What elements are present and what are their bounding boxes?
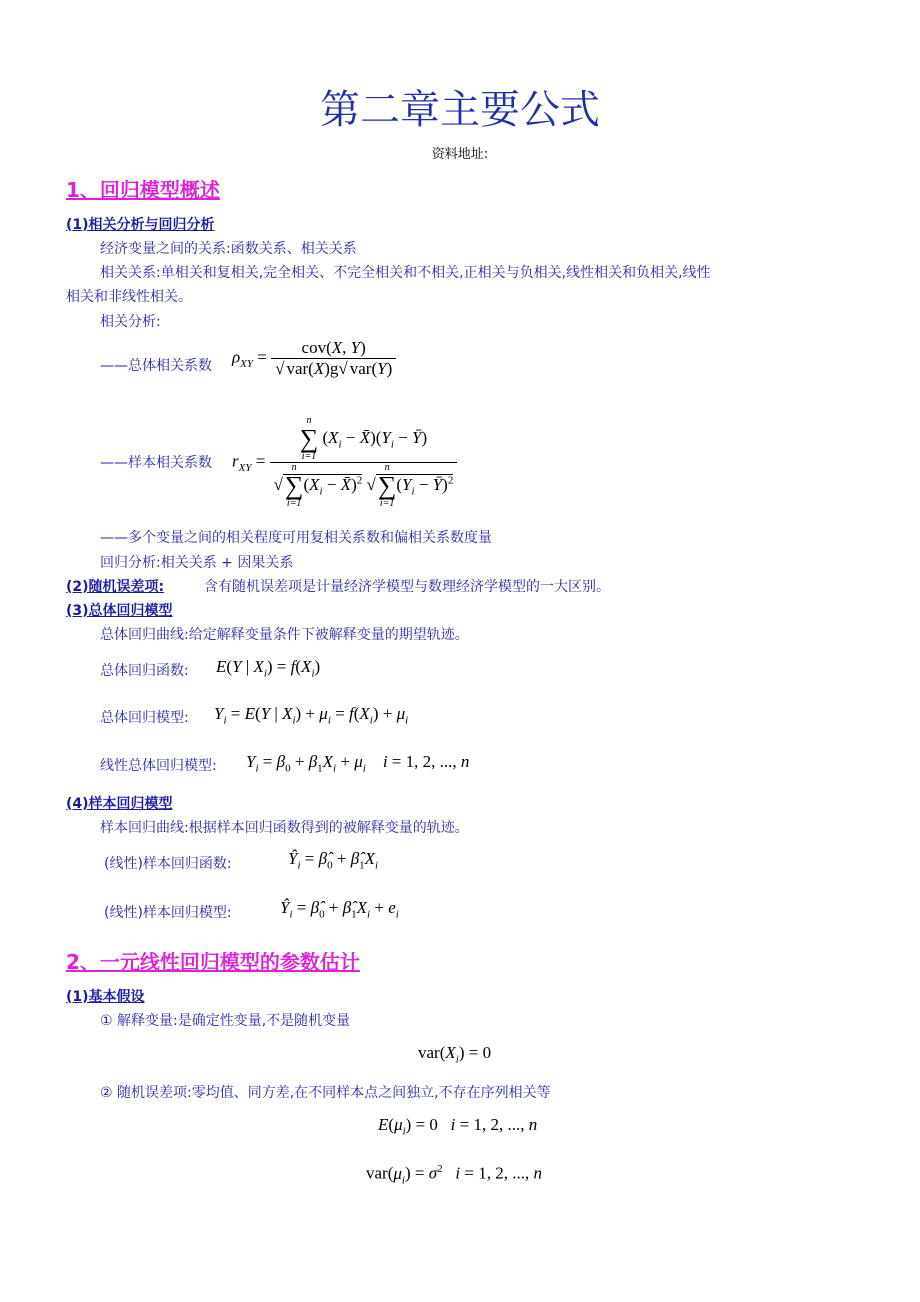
page-subtitle: 资料地址: [431,147,489,162]
section-heading-1: 1、回归模型概述 [66,178,220,202]
expectation-mu-formula: $E(\mu_i) = 0$ i = 1, 2, ..., n [378,1115,538,1138]
sample-corr-formula: $r_{XY}$ = n ∑ i=1 ($X_i$ − $X̄)(Y_i$ − Ȳ) √ n ∑ i=1 ($X_i$ − X̄)$^2$ √ n ∑ i=1 ($Y_i$ − Ȳ)$^2$ [232,416,457,509]
paragraph-random-error: 含有随机误差项是计量经济学模型与数理经济学模型的一大区别。 [204,579,610,595]
paragraph-economic-relations: 经济变量之间的关系:函数关系、相关关系 [100,241,357,257]
pop-func-formula: E(Y | $X_i) = f(X_i)$ [216,657,321,680]
paragraph-correlation-types-cont: 相关和非线性相关。 [66,289,192,305]
var-x-formula: $var(X_i) = 0$ [418,1043,492,1066]
subsection-heading-1-3: (3)总体回归模型 [66,603,173,619]
paragraph-pop-curve: 总体回归曲线:给定解释变量条件下被解释变量的期望轨迹。 [100,627,469,643]
subsection-heading-1-1: (1)相关分析与回归分析 [66,217,215,233]
page-title: 第二章主要公式 [320,87,600,133]
sample-func-label: (线性)样本回归函数: [104,856,232,872]
linear-pop-model-formula: $Y_i = \beta_0 + \beta_1X_i + \mu_i$ i = 1, 2, ..., n [246,752,470,775]
assumption-item-2: ② 随机误差项:零均值、同方差,在不同样本点之间独立,不存在序列相关等 [100,1085,551,1101]
paragraph-regression-analysis: 回归分析:相关关系 + 因果关系 [100,555,294,571]
subsection-heading-1-4: (4)样本回归模型 [66,796,173,812]
paragraph-sample-curve: 样本回归曲线:根据样本回归函数得到的被解释变量的轨迹。 [100,820,469,836]
variance-mu-formula: $var(\mu_i) = \sigma^2$ i = 1, 2, ..., n [366,1163,542,1187]
subsection-heading-2-1: (1)基本假设 [66,989,145,1005]
paragraph-multi-corr: ——多个变量之间的相关程度可用复相关系数和偏相关系数度量 [100,530,492,546]
population-corr-formula: $\rho_{XY}$ = $\frac{\text{cov(X, Y)}}{\text{√ var(X)g√ var(Y)}}$ [232,338,396,379]
sample-corr-label: ——样本相关系数 [100,455,212,471]
sample-model-label: (线性)样本回归模型: [104,905,232,921]
sample-model-formula: $Ŷ_i$ = $\betâ_0$ + $\betâ_1X_i + e_i$ [280,898,399,921]
pop-func-label: 总体回归函数: [100,663,189,679]
subsection-heading-1-2: (2)随机误差项: [66,579,165,595]
pop-model-label: 总体回归模型: [100,710,189,726]
paragraph-correlation-analysis: 相关分析: [100,314,161,330]
sample-func-formula: $Ŷ_i$ = $\betâ_0$ + $\betâ_1X_i$ [288,849,379,872]
population-corr-label: ——总体相关系数 [100,358,212,374]
section-heading-2: 2、一元线性回归模型的参数估计 [66,950,360,974]
linear-pop-model-label: 线性总体回归模型: [100,758,217,774]
pop-model-formula: $Y_i = E(Y$ | $X_i) + \mu_i = f(X_i) + \mu_i$ [214,704,409,727]
assumption-item-1: ① 解释变量:是确定性变量,不是随机变量 [100,1013,351,1029]
paragraph-correlation-types: 相关关系:单相关和复相关,完全相关、不完全相关和不相关,正相关与负相关,线性相关和负相关,线性 [100,265,711,281]
